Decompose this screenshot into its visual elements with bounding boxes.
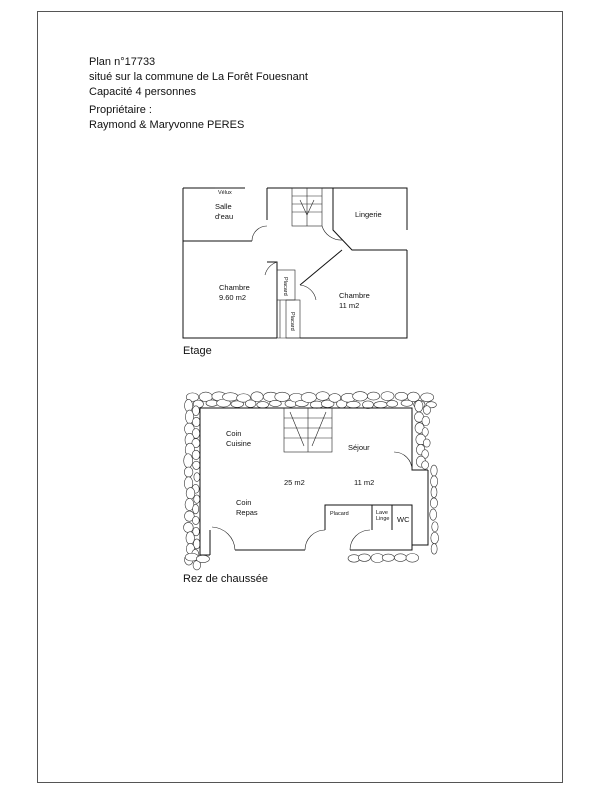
wall-stone xyxy=(301,393,316,403)
wall-stone xyxy=(394,554,406,562)
wall-stone xyxy=(206,400,218,406)
wall-stone xyxy=(257,402,269,408)
wall-stone xyxy=(363,401,374,409)
wall-stone xyxy=(316,392,329,401)
wall-stone xyxy=(382,554,394,561)
wall-stone xyxy=(423,406,430,415)
wall-stone xyxy=(184,467,193,477)
etage-velux-label: Vélux xyxy=(218,190,232,196)
rdc-repas-label-2: Repas xyxy=(236,508,258,517)
etage-salle-label-2: d'eau xyxy=(215,212,234,221)
rdc-area-right: 11 m2 xyxy=(354,478,375,487)
wall-stone xyxy=(431,544,437,555)
etage-caption: Etage xyxy=(183,345,212,357)
plan-capacity: Capacité 4 personnes xyxy=(89,86,197,98)
wall-stone xyxy=(193,461,200,469)
wall-stone xyxy=(193,504,199,513)
wall-stone xyxy=(374,402,387,408)
wall-stone xyxy=(353,392,368,401)
wall-stone xyxy=(432,522,438,532)
wall-stone xyxy=(196,555,209,562)
etage-plan xyxy=(183,188,407,338)
rdc-wc-label: WC xyxy=(397,515,410,524)
rdc-area-left: 25 m2 xyxy=(284,478,305,487)
owner-label: Propriétaire : xyxy=(89,104,152,116)
rdc-repas-label-1: Coin xyxy=(236,498,252,507)
stone-wall xyxy=(184,392,439,570)
wall-stone xyxy=(347,401,361,408)
etage-chambre1-label-2: 9.60 m2 xyxy=(219,293,247,302)
wall-stone xyxy=(358,554,370,562)
etage-placard-label-2: Placard xyxy=(289,312,295,331)
wall-stone xyxy=(194,495,200,503)
rdc-lave-label-1: Lave xyxy=(376,510,388,516)
wall-stone xyxy=(184,522,194,532)
wall-stone xyxy=(194,473,200,482)
wall-stone xyxy=(431,487,437,498)
wall-stone xyxy=(192,417,200,426)
wall-stone xyxy=(430,509,437,520)
rdc-plan xyxy=(184,392,439,570)
wall-stone xyxy=(431,465,437,476)
wall-stone xyxy=(431,532,439,544)
plan-number: Plan n°17733 xyxy=(89,56,156,68)
wall-stone xyxy=(186,488,195,500)
etage-chambre2-label-2: 11 m2 xyxy=(339,301,360,310)
rdc-caption: Rez de chaussée xyxy=(183,573,268,585)
wall-stone xyxy=(387,400,398,407)
wall-stone xyxy=(367,392,379,400)
wall-stone xyxy=(184,454,193,468)
rdc-cuisine-label-2: Cuisine xyxy=(226,439,252,448)
wall-stone xyxy=(422,461,429,469)
wall-stone xyxy=(406,554,419,563)
rdc-lave-label-2: Linge xyxy=(376,516,390,522)
wall-stone xyxy=(186,532,194,545)
rdc-cuisine-label-1: Coin xyxy=(226,429,242,438)
wall-stone xyxy=(430,498,437,508)
etage-placard-label-1: Placard xyxy=(282,277,288,296)
wall-stone xyxy=(423,439,430,447)
wall-stone xyxy=(251,392,263,402)
wall-stone xyxy=(222,393,238,401)
wall-stone xyxy=(431,476,438,487)
wall-stone xyxy=(192,450,200,459)
plan-commune: situé sur la commune de La Forêt Fouesnant xyxy=(89,71,308,83)
wall-stone xyxy=(192,516,199,524)
etage-salle-label-1: Salle xyxy=(215,202,232,211)
etage-chambre1-label-1: Chambre xyxy=(219,283,250,292)
wall-stone xyxy=(395,392,408,400)
wall-stone xyxy=(381,392,394,401)
wall-stone xyxy=(421,393,434,402)
etage-chambre2-label-1: Chambre xyxy=(339,291,370,300)
rdc-placard-label: Placard xyxy=(330,511,349,517)
rdc-sejour-label: Séjour xyxy=(348,443,370,452)
wall-stone xyxy=(275,392,290,401)
wall-stone xyxy=(415,400,423,411)
wall-stone xyxy=(407,392,419,402)
owner-name: Raymond & Maryvonne PERES xyxy=(89,119,245,131)
etage-lingerie-label: Lingerie xyxy=(355,210,382,219)
